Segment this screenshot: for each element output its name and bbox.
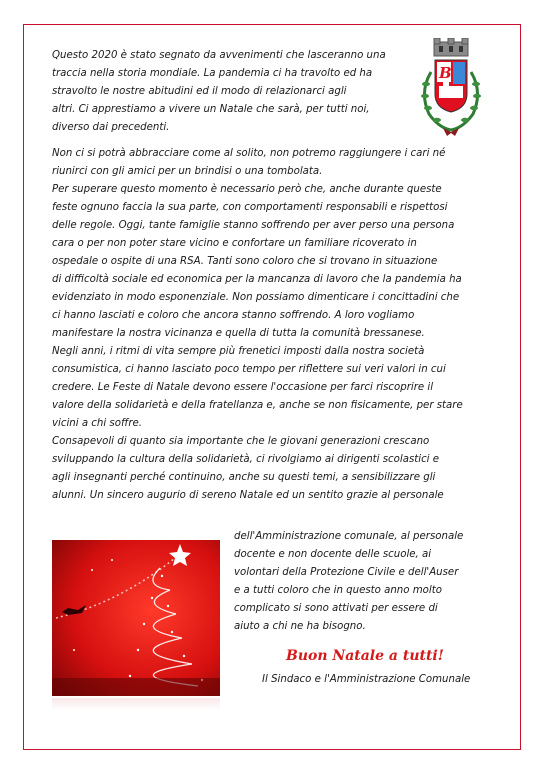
text-line: vicini a chi soffre. — [52, 418, 143, 429]
text-line: aiuto a chi ne ha bisogno. — [234, 621, 366, 632]
text-line: dell'Amministrazione comunale, al personale — [234, 531, 464, 542]
text-line: ospedale o ospite di una RSA. Tanti sono coloro che si trovano in situazione — [52, 256, 438, 267]
christmas-tree-image — [52, 540, 220, 696]
text-line: traccia nella storia mondiale. La pandemia ci ha travolto ed ha — [52, 68, 373, 79]
image-reflection — [52, 698, 220, 710]
text-line: complicato si sono attivati per essere di — [234, 603, 438, 614]
text-line: stravolto le nostre abitudini ed il modo di relazionarci agli — [52, 86, 347, 97]
text-line: Consapevoli di quanto sia importante che le giovani generazioni crescano — [52, 436, 430, 447]
signature-line: Il Sindaco e l'Amministrazione Comunale — [262, 674, 471, 685]
text-line: cara o per non poter stare vicino e confortare un familiare ricoverato in — [52, 238, 417, 249]
svg-text:B: B — [439, 64, 452, 82]
text-line: credere. Le Feste di Natale devono essere l'occasione per farci riscoprire il — [52, 382, 434, 393]
text-line: di difficoltà sociale ed economica per la mancanza di lavoro che la pandemia ha — [52, 274, 462, 285]
greeting-heading: Buon Natale a tutti! — [286, 648, 444, 664]
text-line: ci hanno lasciati e coloro che ancora stanno soffrendo. A loro vogliamo — [52, 310, 415, 321]
text-line: volontari della Protezione Civile e dell'Auser — [234, 567, 459, 578]
text-line: docente e non docente delle scuole, ai — [234, 549, 432, 560]
text-line: diverso dai precedenti. — [52, 122, 170, 133]
text-line: consumistica, ci hanno lasciato poco tempo per riflettere sui veri valori in cui — [52, 364, 446, 375]
text-line: agli insegnanti perché continuino, anche su questi temi, a sensibilizzare gli — [52, 472, 436, 483]
text-line: evidenziato in modo esponenziale. Non possiamo dimenticare i concittadini che — [52, 292, 460, 303]
text-line: e a tutti coloro che in questo anno molto — [234, 585, 442, 596]
text-line: valore della solidarietà e della fratellanza e, anche se non fisicamente, per stare — [52, 400, 463, 411]
text-line: feste ognuno faccia la sua parte, con comportamenti responsabili e rispettosi — [52, 202, 448, 213]
intro-paragraph — [52, 47, 414, 137]
main-paragraph — [52, 145, 495, 505]
municipal-crest-icon — [417, 38, 485, 140]
text-line: delle regole. Oggi, tante famiglie stanno soffrendo per aver perso una persona — [52, 220, 455, 231]
text-line: Questo 2020 è stato segnato da avvenimenti che lasceranno una — [52, 50, 386, 61]
text-line: sviluppando la cultura della solidarietà, ci rivolgiamo ai dirigenti scolastici e — [52, 454, 440, 465]
text-line: riunirci con gli amici per un brindisi o una tombolata. — [52, 166, 323, 177]
text-line: alunni. Un sincero augurio di sereno Natale ed un sentito grazie al personale — [52, 490, 444, 501]
text-line: altri. Ci apprestiamo a vivere un Natale che sarà, per tutti noi, — [52, 104, 370, 115]
text-line: Negli anni, i ritmi di vita sempre più frenetici imposti dalla nostra società — [52, 346, 425, 357]
text-line: manifestare la nostra vicinanza e quella di tutta la comunità bressanese. — [52, 328, 425, 339]
text-line: Per superare questo momento è necessario però che, anche durante queste — [52, 184, 442, 195]
text-line: Non ci si potrà abbracciare come al solito, non potremo raggiungere i cari né — [52, 148, 446, 159]
closing-paragraph — [234, 528, 496, 636]
